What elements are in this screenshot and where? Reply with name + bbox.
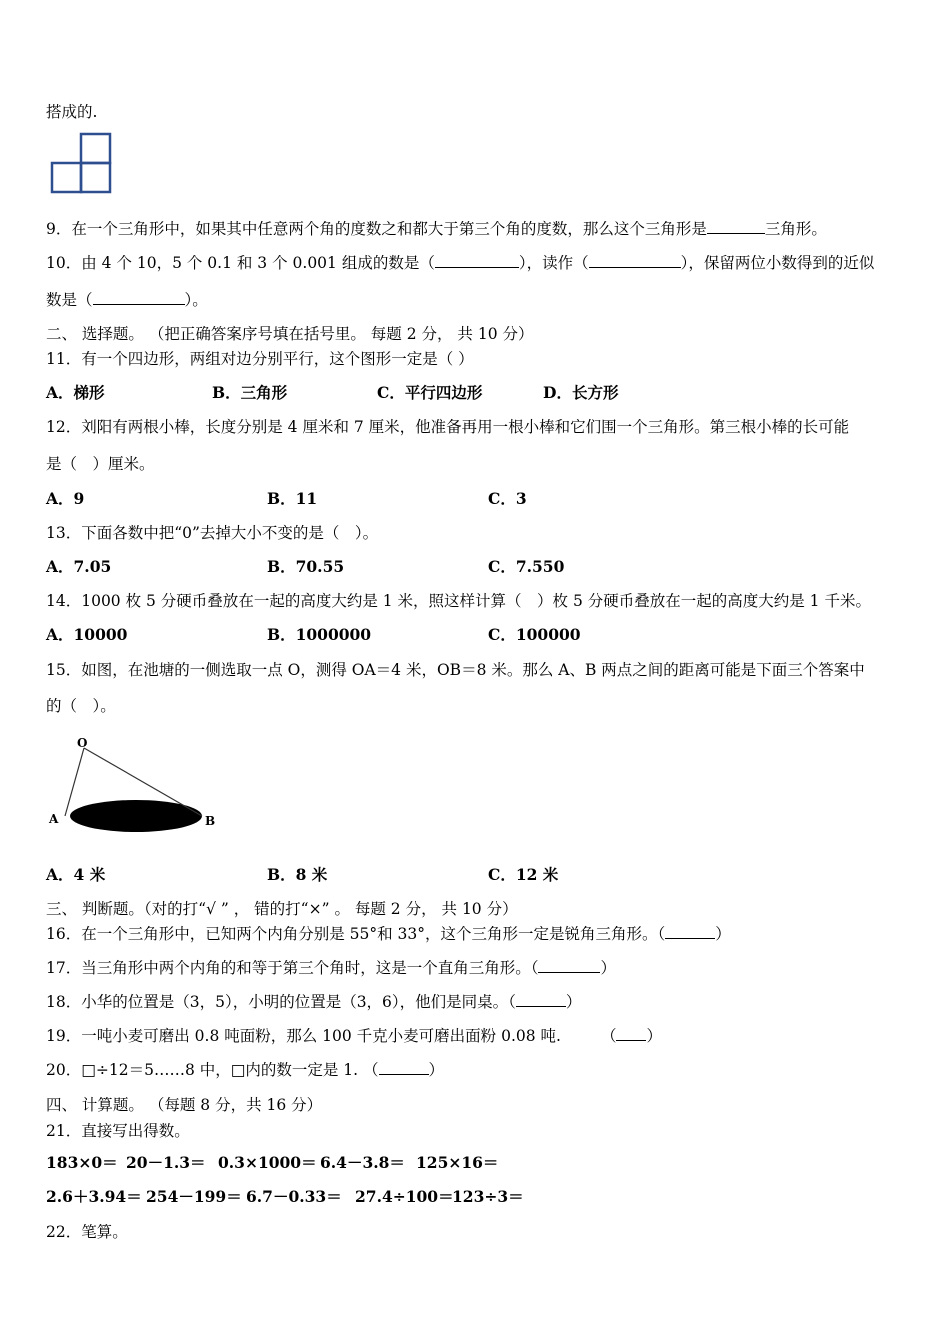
- section-4-heading: 四、 计算题。 （每题 8 分，共 16 分）: [46, 1096, 323, 1114]
- calc-10: 123÷3＝: [452, 1187, 524, 1206]
- q10-text-2: ），读作（: [518, 254, 589, 272]
- q18-tail: ）: [565, 993, 582, 1011]
- q17-tail: ）: [600, 959, 616, 977]
- q15-option-b[interactable]: B．8 米: [267, 865, 328, 884]
- label-b: B: [205, 814, 216, 828]
- q12-option-c[interactable]: C．3: [488, 489, 527, 508]
- q14-option-a[interactable]: A．10000: [46, 625, 128, 644]
- calc-5: 125×16＝: [416, 1153, 499, 1172]
- q13-option-b[interactable]: B．70.55: [267, 557, 345, 576]
- q10-blank-3[interactable]: [93, 290, 185, 305]
- q15-option-a[interactable]: A．4 米: [46, 865, 106, 884]
- q20-answer-blank[interactable]: [379, 1060, 429, 1075]
- question-11: 11．有一个四边形，两组对边分别平行，这个图形一定是（ ）: [46, 350, 474, 368]
- q9-answer-blank[interactable]: [707, 219, 765, 234]
- q16-text: 16．在一个三角形中，已知两个内角分别是 55°和 33°，这个三角形一定是锐角三角形。（: [46, 925, 666, 943]
- q17-answer-blank[interactable]: [538, 958, 600, 973]
- question-9: [46, 218, 827, 240]
- q10-text-3: ），保留两位小数得到的近似: [680, 254, 875, 272]
- calc-9: 27.4÷100＝: [355, 1187, 454, 1206]
- q9-tail: 三角形。: [764, 220, 827, 238]
- calc-3: 0.3×1000＝: [218, 1153, 317, 1172]
- question-16: [46, 923, 731, 945]
- question-15-cont: 的（ ）。: [46, 697, 116, 715]
- label-a: A: [49, 812, 59, 826]
- question-19: [46, 1025, 662, 1047]
- q14-option-b[interactable]: B．1000000: [267, 625, 372, 644]
- question-22: 22．笔算。: [46, 1223, 128, 1241]
- question-20: [46, 1059, 444, 1081]
- q19-text: 19．一吨小麦可磨出 0.8 吨面粉，那么 100 千克小麦可磨出面粉 0.08 吨.: [46, 1027, 561, 1045]
- q11-option-a[interactable]: A．梯形: [46, 383, 105, 402]
- q18-text: 18．小华的位置是（3，5），小明的位置是（3，6），他们是同桌。（: [46, 993, 516, 1011]
- question-10-cont: [46, 289, 208, 311]
- q19-tail-close: ）: [646, 1027, 662, 1045]
- section-2-heading: 二、 选择题。 （把正确答案序号填在括号里。 每题 2 分， 共 10 分）: [46, 325, 534, 343]
- q11-option-b[interactable]: B．三角形: [212, 383, 288, 402]
- q13-option-a[interactable]: A．7.05: [46, 557, 112, 576]
- q14-option-c[interactable]: C．100000: [488, 625, 581, 644]
- question-13: 13．下面各数中把“0”去掉大小不变的是（ ）。: [46, 524, 379, 542]
- calc-4: 6.4－3.8＝: [320, 1153, 405, 1172]
- cube-arrangement-figure: [50, 132, 114, 196]
- q12-option-a[interactable]: A．9: [46, 489, 85, 508]
- question-10: [46, 252, 874, 274]
- q8-tail: 搭成的.: [46, 103, 98, 121]
- q18-answer-blank[interactable]: [516, 992, 566, 1007]
- q10-blank-1[interactable]: [435, 253, 519, 268]
- q10-blank-2[interactable]: [589, 253, 681, 268]
- q11-option-d[interactable]: D．长方形: [543, 383, 619, 402]
- pond-diagram: [44, 732, 224, 837]
- q13-option-c[interactable]: C．7.550: [488, 557, 565, 576]
- question-12: 12．刘阳有两根小棒，长度分别是 4 厘米和 7 厘米，他准备再用一根小棒和它们围一个三角形。第三根小棒的长可能: [46, 418, 850, 436]
- q16-tail: ）: [715, 925, 731, 943]
- question-21: 21．直接写出得数。: [46, 1122, 190, 1140]
- q10-text-1: 10．由 4 个 10，5 个 0.1 和 3 个 0.001 组成的数是（: [46, 254, 435, 272]
- q12-option-b[interactable]: B．11: [267, 489, 318, 508]
- question-12-cont: 是（ ）厘米。: [46, 455, 155, 473]
- q10-text-5: ）。: [184, 291, 208, 309]
- q10-text-4: 数是（: [46, 291, 93, 309]
- section-3-heading: 三、 判断题。（对的打“√ ” ， 错的打“×” 。 每题 2 分， 共 10 分）: [46, 900, 518, 918]
- question-15: 15．如图，在池塘的一侧选取一点 O，测得 OA＝4 米，OB＝8 米。那么 A、B 两点之间的距离可能是下面三个答案中: [46, 661, 865, 679]
- q19-answer-blank[interactable]: [616, 1026, 646, 1041]
- question-14: 14．1000 枚 5 分硬币叠放在一起的高度大约是 1 米，照这样计算（ ）枚 5 分硬币叠放在一起的高度大约是 1 千米。: [46, 592, 871, 610]
- question-17: [46, 957, 616, 979]
- question-18: [46, 991, 581, 1013]
- segment-oa: [65, 748, 84, 816]
- q9-text: 9．在一个三角形中，如果其中任意两个角的度数之和都大于第三个角的度数，那么这个三角形是: [46, 220, 707, 238]
- calc-2: 20－1.3＝: [126, 1153, 206, 1172]
- calc-7: 254－199＝: [146, 1187, 242, 1206]
- calc-6: 2.6＋3.94＝: [46, 1187, 142, 1206]
- q20-tail: ）: [428, 1061, 445, 1079]
- q19-tail-open: （: [600, 1027, 617, 1045]
- q15-option-c[interactable]: C．12 米: [488, 865, 559, 884]
- q11-option-c[interactable]: C．平行四边形: [377, 383, 483, 402]
- q17-text: 17．当三角形中两个内角的和等于第三个角时，这是一个直角三角形。（: [46, 959, 539, 977]
- calc-1: 183×0＝: [46, 1153, 118, 1172]
- q20-text: 20．□÷12＝5……8 中，□内的数一定是 1. （: [46, 1061, 379, 1079]
- label-o: O: [77, 736, 88, 750]
- q16-answer-blank[interactable]: [665, 924, 715, 939]
- calc-8: 6.7－0.33＝: [246, 1187, 342, 1206]
